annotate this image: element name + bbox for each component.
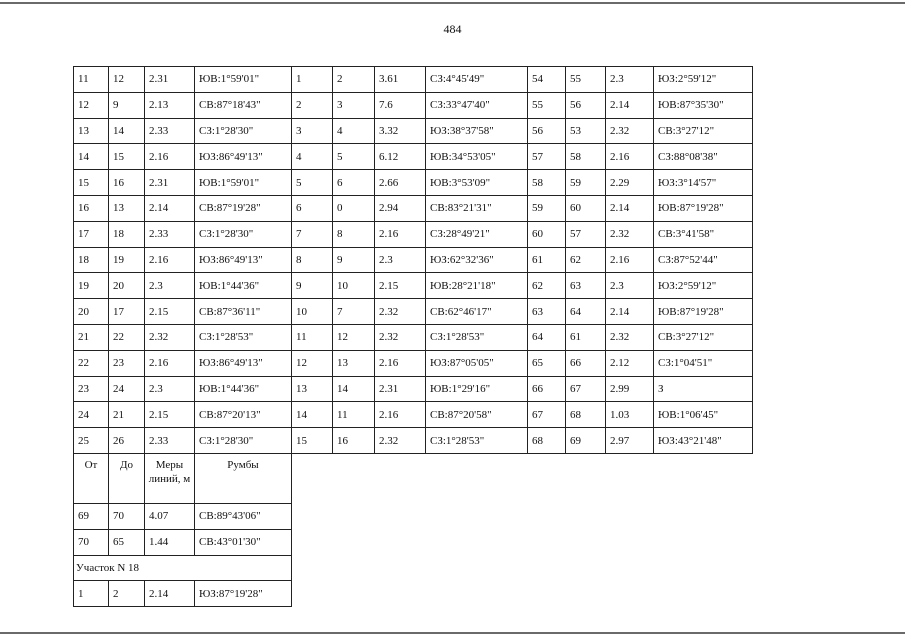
cell-bearing: ЮВ:1°59'01": [195, 67, 292, 93]
cell-from: 10: [292, 299, 333, 325]
cell-from: 14: [74, 144, 109, 170]
cell-to: 63: [566, 273, 606, 299]
cell-bearing: ЮЗ:2°59'12": [654, 273, 753, 299]
cell-from: 58: [528, 170, 566, 196]
cell-from: 20: [74, 299, 109, 325]
cell-from: 1: [74, 581, 109, 607]
cell-to: 0: [333, 195, 375, 221]
cell-to: 18: [109, 221, 145, 247]
cell-bearing: СЗ:88°08'38": [654, 144, 753, 170]
table-row: [74, 428, 292, 454]
scan-edge-bottom: [0, 632, 905, 634]
cell-from: 64: [528, 324, 566, 350]
cell-to: 61: [566, 324, 606, 350]
coordinates-table-right: [527, 66, 753, 454]
cell-length: 2.16: [145, 350, 195, 376]
cell-bearing: СЗ:1°04'51": [654, 350, 753, 376]
cell-from: 12: [74, 92, 109, 118]
cell-length: 2.15: [145, 402, 195, 428]
cell-length: 2.14: [145, 581, 195, 607]
cell-to: 8: [333, 221, 375, 247]
cell-length: 2.16: [606, 144, 654, 170]
cell-bearing: СЗ:1°28'30": [195, 118, 292, 144]
cell-to: 15: [109, 144, 145, 170]
cell-from: 19: [74, 273, 109, 299]
cell-bearing: ЮЗ:87°19'28": [195, 581, 292, 607]
table-row: [292, 170, 528, 196]
table-row: [292, 376, 528, 402]
cell-to: 65: [109, 529, 145, 555]
cell-bearing: СЗ:1°28'53": [426, 428, 528, 454]
coordinates-table-middle: [291, 66, 528, 454]
table-row: [528, 67, 753, 93]
cell-bearing: ЮЗ:86°49'13": [195, 247, 292, 273]
cell-bearing: ЮВ:1°44'36": [195, 273, 292, 299]
cell-from: 66: [528, 376, 566, 402]
cell-to: 22: [109, 324, 145, 350]
cell-bearing: ЮВ:34°53'05": [426, 144, 528, 170]
cell-bearing: ЮЗ:43°21'48": [654, 428, 753, 454]
table-row: [292, 144, 528, 170]
cell-to: 16: [333, 428, 375, 454]
cell-to: 66: [566, 350, 606, 376]
cell-from: 67: [528, 402, 566, 428]
cell-from: 18: [74, 247, 109, 273]
table-row: [528, 299, 753, 325]
table-row: [74, 350, 292, 376]
cell-to: 6: [333, 170, 375, 196]
cell-length: 2.33: [145, 118, 195, 144]
cell-from: 14: [292, 402, 333, 428]
cell-from: 6: [292, 195, 333, 221]
cell-bearing: З: [654, 376, 753, 402]
table-row: [528, 247, 753, 273]
cell-length: 2.16: [606, 247, 654, 273]
cell-to: 3: [333, 92, 375, 118]
cell-length: 3.61: [375, 67, 426, 93]
cell-from: 13: [74, 118, 109, 144]
cell-bearing: СЗ:4°45'49": [426, 67, 528, 93]
cell-to: 17: [109, 299, 145, 325]
cell-from: 68: [528, 428, 566, 454]
section-title: Участок N 18: [74, 555, 292, 581]
cell-bearing: ЮВ:87°35'30": [654, 92, 753, 118]
table-row: [74, 581, 292, 607]
cell-bearing: СВ:87°36'11": [195, 299, 292, 325]
cell-bearing: ЮЗ:3°14'57": [654, 170, 753, 196]
table-row: [292, 299, 528, 325]
cell-bearing: СЗ:1°28'53": [426, 324, 528, 350]
cell-from: 56: [528, 118, 566, 144]
cell-to: 64: [566, 299, 606, 325]
cell-length: 2.16: [145, 247, 195, 273]
cell-to: 21: [109, 402, 145, 428]
cell-from: 9: [292, 273, 333, 299]
cell-to: 10: [333, 273, 375, 299]
cell-from: 8: [292, 247, 333, 273]
table-row: [74, 221, 292, 247]
cell-to: 12: [333, 324, 375, 350]
page-number: 484: [443, 22, 462, 36]
cell-length: 2.15: [375, 273, 426, 299]
cell-from: 60: [528, 221, 566, 247]
cell-bearing: ЮВ:1°44'36": [195, 376, 292, 402]
table-row: [74, 299, 292, 325]
cell-to: 23: [109, 350, 145, 376]
table-row: [74, 170, 292, 196]
cell-to: 55: [566, 67, 606, 93]
cell-from: 69: [74, 503, 109, 529]
cell-length: 1.03: [606, 402, 654, 428]
cell-bearing: СВ:43°01'30": [195, 529, 292, 555]
cell-to: 9: [333, 247, 375, 273]
header-length: Меры линий, м: [145, 453, 195, 503]
cell-length: 2.16: [375, 402, 426, 428]
cell-bearing: СЗ:1°28'53": [195, 324, 292, 350]
table-row: [74, 376, 292, 402]
cell-length: 4.07: [145, 503, 195, 529]
cell-bearing: ЮВ:1°59'01": [195, 170, 292, 196]
table-row: [292, 350, 528, 376]
table-row: [292, 273, 528, 299]
table-row: [528, 273, 753, 299]
table-row: [74, 529, 292, 555]
cell-length: 2.97: [606, 428, 654, 454]
cell-length: 2.14: [606, 195, 654, 221]
cell-length: 2.3: [145, 376, 195, 402]
cell-from: 59: [528, 195, 566, 221]
table-row: [74, 118, 292, 144]
cell-length: 7.6: [375, 92, 426, 118]
table-row: [528, 428, 753, 454]
cell-from: 12: [292, 350, 333, 376]
cell-to: 14: [333, 376, 375, 402]
table-row: [74, 324, 292, 350]
cell-from: 16: [74, 195, 109, 221]
table-row: [74, 67, 292, 93]
cell-bearing: ЮЗ:86°49'13": [195, 350, 292, 376]
cell-bearing: ЮЗ:62°32'36": [426, 247, 528, 273]
cell-length: 2.29: [606, 170, 654, 196]
table-row: [528, 170, 753, 196]
cell-bearing: ЮВ:87°19'28": [654, 299, 753, 325]
cell-from: 23: [74, 376, 109, 402]
table-row: [292, 67, 528, 93]
header-to: До: [109, 453, 145, 503]
cell-from: 4: [292, 144, 333, 170]
cell-bearing: СЗ:28°49'21": [426, 221, 528, 247]
cell-to: 13: [109, 195, 145, 221]
cell-to: 14: [109, 118, 145, 144]
cell-length: 2.12: [606, 350, 654, 376]
cell-bearing: ЮВ:1°06'45": [654, 402, 753, 428]
cell-from: 13: [292, 376, 333, 402]
cell-from: 11: [74, 67, 109, 93]
cell-to: 60: [566, 195, 606, 221]
cell-to: 62: [566, 247, 606, 273]
cell-from: 22: [74, 350, 109, 376]
cell-bearing: ЮВ:28°21'18": [426, 273, 528, 299]
cell-to: 69: [566, 428, 606, 454]
cell-bearing: СЗ:33°47'40": [426, 92, 528, 118]
cell-bearing: СЗ:1°28'30": [195, 221, 292, 247]
cell-length: 2.32: [606, 221, 654, 247]
cell-length: 2.14: [606, 299, 654, 325]
table-row: [528, 118, 753, 144]
cell-length: 2.14: [606, 92, 654, 118]
table-row: [74, 195, 292, 221]
cell-bearing: СВ:3°27'12": [654, 324, 753, 350]
coordinates-table-left: [73, 66, 292, 607]
cell-from: 7: [292, 221, 333, 247]
cell-length: 2.13: [145, 92, 195, 118]
cell-length: 2.31: [375, 376, 426, 402]
cell-to: 4: [333, 118, 375, 144]
cell-to: 16: [109, 170, 145, 196]
cell-from: 25: [74, 428, 109, 454]
cell-length: 2.3: [375, 247, 426, 273]
cell-bearing: СВ:87°19'28": [195, 195, 292, 221]
cell-bearing: ЮЗ:86°49'13": [195, 144, 292, 170]
cell-from: 63: [528, 299, 566, 325]
cell-length: 2.66: [375, 170, 426, 196]
cell-from: 55: [528, 92, 566, 118]
cell-bearing: СВ:62°46'17": [426, 299, 528, 325]
cell-length: 2.33: [145, 221, 195, 247]
cell-length: 2.32: [606, 118, 654, 144]
cell-bearing: СВ:83°21'31": [426, 195, 528, 221]
cell-to: 13: [333, 350, 375, 376]
cell-from: 15: [74, 170, 109, 196]
cell-bearing: СВ:87°18'43": [195, 92, 292, 118]
table-header-row: [74, 453, 292, 503]
cell-length: 2.14: [145, 195, 195, 221]
cell-bearing: ЮЗ:38°37'58": [426, 118, 528, 144]
cell-from: 11: [292, 324, 333, 350]
cell-to: 12: [109, 67, 145, 93]
table-row: [528, 92, 753, 118]
cell-to: 58: [566, 144, 606, 170]
cell-to: 7: [333, 299, 375, 325]
cell-to: 57: [566, 221, 606, 247]
table-row: [528, 324, 753, 350]
table-row: [74, 273, 292, 299]
table-row: [292, 428, 528, 454]
cell-to: 53: [566, 118, 606, 144]
cell-to: 70: [109, 503, 145, 529]
cell-to: 11: [333, 402, 375, 428]
cell-bearing: СВ:3°27'12": [654, 118, 753, 144]
cell-length: 2.3: [145, 273, 195, 299]
cell-to: 24: [109, 376, 145, 402]
cell-length: 2.32: [145, 324, 195, 350]
cell-to: 2: [333, 67, 375, 93]
scan-edge-top: [0, 2, 905, 4]
cell-length: 3.32: [375, 118, 426, 144]
cell-from: 21: [74, 324, 109, 350]
table-row: [74, 144, 292, 170]
table-row: [292, 247, 528, 273]
cell-to: 19: [109, 247, 145, 273]
cell-from: 70: [74, 529, 109, 555]
cell-bearing: СЗ:87°52'44": [654, 247, 753, 273]
table-row: [528, 144, 753, 170]
table-row: [292, 195, 528, 221]
cell-to: 9: [109, 92, 145, 118]
cell-bearing: ЮЗ:2°59'12": [654, 67, 753, 93]
table-row: [528, 195, 753, 221]
cell-bearing: СВ:3°41'58": [654, 221, 753, 247]
cell-from: 17: [74, 221, 109, 247]
cell-bearing: ЮВ:1°29'16": [426, 376, 528, 402]
cell-to: 59: [566, 170, 606, 196]
cell-length: 2.94: [375, 195, 426, 221]
cell-from: 1: [292, 67, 333, 93]
cell-to: 20: [109, 273, 145, 299]
cell-length: 2.3: [606, 67, 654, 93]
cell-length: 2.31: [145, 170, 195, 196]
cell-length: 2.32: [375, 299, 426, 325]
header-bearing: Румбы: [195, 453, 292, 503]
table-row: [74, 402, 292, 428]
cell-to: 5: [333, 144, 375, 170]
cell-length: 2.15: [145, 299, 195, 325]
cell-from: 65: [528, 350, 566, 376]
table-row: [74, 247, 292, 273]
table-row: [528, 350, 753, 376]
cell-length: 2.16: [375, 350, 426, 376]
cell-from: 54: [528, 67, 566, 93]
section-title-row: [74, 555, 292, 581]
cell-bearing: СВ:89°43'06": [195, 503, 292, 529]
cell-bearing: ЮВ:87°19'28": [654, 195, 753, 221]
cell-length: 2.32: [375, 428, 426, 454]
cell-from: 15: [292, 428, 333, 454]
cell-length: 2.16: [145, 144, 195, 170]
table-row: [74, 92, 292, 118]
cell-length: 2.99: [606, 376, 654, 402]
cell-length: 2.32: [606, 324, 654, 350]
cell-length: 6.12: [375, 144, 426, 170]
cell-to: 67: [566, 376, 606, 402]
cell-from: 2: [292, 92, 333, 118]
table-row: [528, 221, 753, 247]
table-row: [292, 118, 528, 144]
cell-length: 2.32: [375, 324, 426, 350]
cell-length: 2.33: [145, 428, 195, 454]
cell-length: 1.44: [145, 529, 195, 555]
cell-bearing: СЗ:1°28'30": [195, 428, 292, 454]
cell-to: 68: [566, 402, 606, 428]
cell-from: 61: [528, 247, 566, 273]
table-row: [292, 402, 528, 428]
table-row: [528, 376, 753, 402]
cell-bearing: ЮВ:3°53'09": [426, 170, 528, 196]
cell-from: 5: [292, 170, 333, 196]
table-row: [292, 92, 528, 118]
cell-from: 57: [528, 144, 566, 170]
cell-to: 56: [566, 92, 606, 118]
cell-length: 2.16: [375, 221, 426, 247]
table-row: [292, 324, 528, 350]
cell-length: 2.31: [145, 67, 195, 93]
cell-from: 3: [292, 118, 333, 144]
cell-to: 2: [109, 581, 145, 607]
header-from: От: [74, 453, 109, 503]
cell-to: 26: [109, 428, 145, 454]
table-row: [74, 503, 292, 529]
cell-bearing: СВ:87°20'58": [426, 402, 528, 428]
table-row: [528, 402, 753, 428]
cell-bearing: ЮЗ:87°05'05": [426, 350, 528, 376]
cell-from: 62: [528, 273, 566, 299]
cell-from: 24: [74, 402, 109, 428]
table-row: [292, 221, 528, 247]
cell-length: 2.3: [606, 273, 654, 299]
cell-bearing: СВ:87°20'13": [195, 402, 292, 428]
